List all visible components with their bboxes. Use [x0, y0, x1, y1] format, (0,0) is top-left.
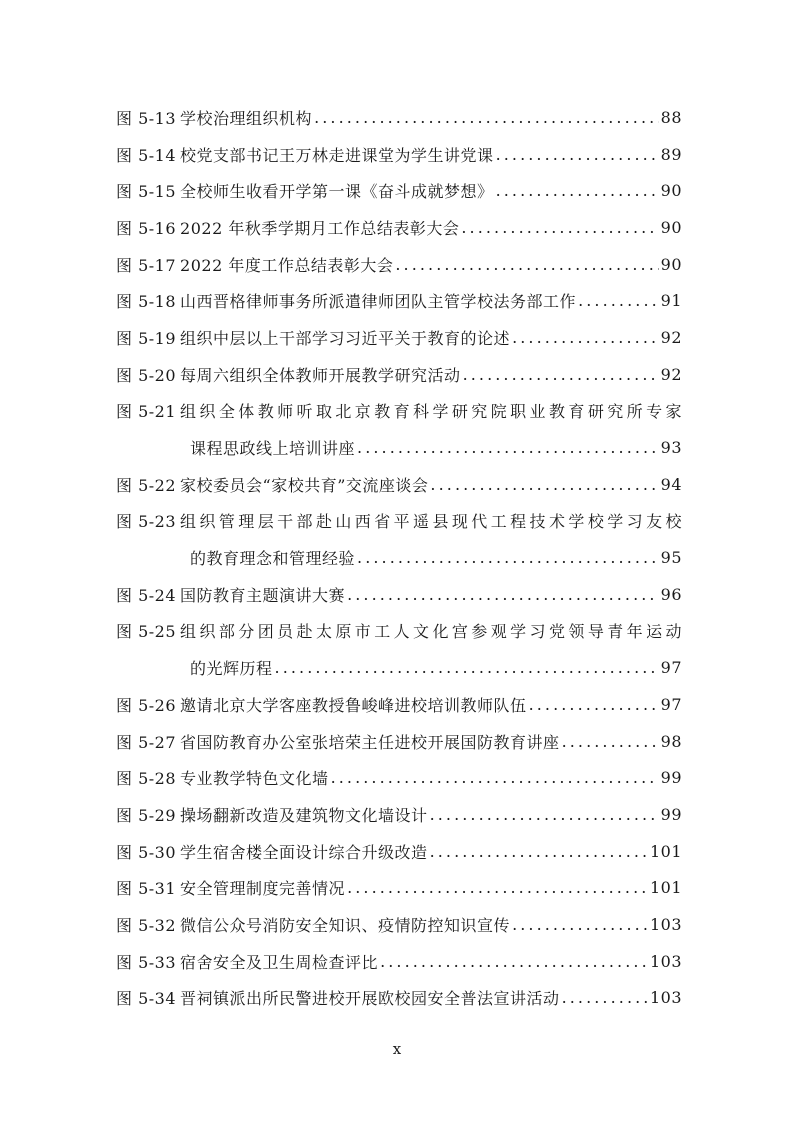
- figure-title: 学校治理组织机构: [180, 108, 313, 128]
- page-reference: 96: [660, 584, 682, 604]
- figure-title: 的教育理念和管理经验: [190, 549, 356, 569]
- toc-entry[interactable]: [116, 796, 682, 833]
- dot-leader: [512, 915, 648, 934]
- figure-title: 组织管理层干部赴山西省平遥县现代工程技术学校学习友校: [180, 512, 682, 532]
- toc-entry-line: [116, 356, 682, 393]
- toc-entry[interactable]: [116, 319, 682, 356]
- dot-leader: [331, 768, 659, 787]
- toc-entry[interactable]: [116, 980, 682, 1017]
- page-reference: 99: [660, 768, 682, 788]
- toc-entry[interactable]: [116, 393, 682, 466]
- figure-title: 晋祠镇派出所民警进校开展欧校园安全普法宣讲活动: [180, 989, 560, 1009]
- figure-number: 图 5-13: [116, 108, 177, 128]
- figure-number: 图 5-22: [116, 475, 177, 495]
- figure-title: 学生宿舍楼全面设计综合升级改造: [180, 842, 428, 862]
- dot-leader: [529, 695, 659, 714]
- toc-entry[interactable]: [116, 246, 682, 283]
- page-reference: 99: [660, 804, 682, 824]
- page-reference: 90: [660, 254, 682, 274]
- toc-entry-line: [116, 246, 682, 283]
- figure-number: 图 5-27: [116, 732, 177, 752]
- dot-leader: [562, 732, 659, 751]
- figure-title: 家校委员会“家校共育”交流座谈会: [180, 475, 429, 495]
- page-reference: 97: [660, 658, 682, 678]
- toc-entry-line: [116, 576, 682, 613]
- toc-entry[interactable]: [116, 723, 682, 760]
- dot-leader: [347, 585, 659, 604]
- figure-number: 图 5-28: [116, 769, 177, 789]
- toc-entry[interactable]: [116, 686, 682, 723]
- page-reference: 88: [660, 107, 682, 127]
- figure-title: 操场翻新改造及建筑物文化墙设计: [180, 805, 428, 825]
- dot-leader: [430, 842, 648, 861]
- toc-entry-line: [116, 429, 682, 466]
- page-reference: 90: [660, 181, 682, 201]
- figure-number: 图 5-23: [116, 512, 177, 532]
- dot-leader: [347, 878, 648, 897]
- toc-entry-line: [116, 319, 682, 356]
- dot-leader: [578, 291, 659, 310]
- page-reference: 103: [649, 988, 682, 1008]
- figure-title: 课程思政线上培训讲座: [190, 439, 356, 459]
- table-of-figures: [116, 99, 682, 1016]
- dot-leader: [496, 145, 659, 164]
- dot-leader: [512, 328, 659, 347]
- figure-number: 图 5-29: [116, 805, 177, 825]
- page-reference: 89: [660, 144, 682, 164]
- page-reference: 103: [649, 914, 682, 934]
- figure-number: 图 5-14: [116, 145, 177, 165]
- dot-leader: [395, 255, 658, 274]
- figure-number: 图 5-26: [116, 695, 177, 715]
- figure-number: 图 5-31: [116, 879, 177, 899]
- toc-entry-line: [116, 539, 682, 576]
- figure-number: 图 5-30: [116, 842, 177, 862]
- figure-title: 的光辉历程: [190, 659, 273, 679]
- toc-entry[interactable]: [116, 503, 682, 576]
- toc-entry[interactable]: [116, 906, 682, 943]
- toc-entry-line: [116, 649, 682, 686]
- toc-entry[interactable]: [116, 209, 682, 246]
- toc-entry[interactable]: [116, 282, 682, 319]
- figure-number: 图 5-15: [116, 182, 177, 202]
- toc-entry-line: [116, 723, 682, 760]
- dot-leader: [380, 952, 648, 971]
- figure-number: 图 5-32: [116, 915, 177, 935]
- toc-entry-line: [116, 943, 682, 980]
- figure-title: 2022 年度工作总结表彰大会: [180, 255, 394, 275]
- figure-number: 图 5-19: [116, 328, 177, 348]
- figure-number: 图 5-16: [116, 218, 177, 238]
- toc-entry-line: [116, 393, 682, 430]
- figure-number: 图 5-25: [116, 622, 177, 642]
- page-number-footer: x: [392, 1040, 402, 1058]
- page-reference: 97: [660, 694, 682, 714]
- page-reference: 94: [660, 474, 682, 494]
- figure-title: 每周六组织全体教师开展教学研究活动: [180, 365, 461, 385]
- dot-leader: [496, 181, 659, 200]
- toc-entry-line: [116, 99, 682, 136]
- figure-number: 图 5-18: [116, 292, 177, 312]
- toc-entry-line: [116, 906, 682, 943]
- figure-title: 省国防教育办公室张培荣主任进校开展国防教育讲座: [180, 732, 560, 752]
- dot-leader: [463, 365, 659, 384]
- toc-entry-line: [116, 466, 682, 503]
- figure-title: 校党支部书记王万林走进课堂为学生讲党课: [180, 145, 494, 165]
- toc-entry[interactable]: [116, 943, 682, 980]
- figure-title: 2022 年秋季学期月工作总结表彰大会: [180, 218, 460, 238]
- page-reference: 95: [660, 548, 682, 568]
- figure-number: 图 5-34: [116, 989, 177, 1009]
- dot-leader: [275, 658, 659, 677]
- dot-leader: [357, 438, 659, 457]
- toc-entry-line: [116, 172, 682, 209]
- figure-number: 图 5-21: [116, 402, 177, 422]
- figure-title: 宿舍安全及卫生周检查评比: [180, 952, 379, 972]
- figure-title: 组织部分团员赴太原市工人文化宫参观学习党领导青年运动: [180, 622, 682, 642]
- figure-title: 微信公众号消防安全知识、疫情防控知识宣传: [180, 915, 511, 935]
- dot-leader: [314, 108, 659, 127]
- toc-entry-line: [116, 980, 682, 1017]
- page-reference: 101: [649, 841, 682, 861]
- toc-entry-line: [116, 833, 682, 870]
- page-reference: 92: [660, 327, 682, 347]
- figure-title: 组织全体教师听取北京教育科学研究院职业教育研究所专家: [180, 402, 682, 422]
- figure-number: 图 5-20: [116, 365, 177, 385]
- toc-entry-line: [116, 503, 682, 540]
- figure-number: 图 5-24: [116, 585, 177, 605]
- toc-entry-line: [116, 759, 682, 796]
- toc-entry[interactable]: [116, 576, 682, 613]
- toc-entry[interactable]: [116, 466, 682, 503]
- toc-entry[interactable]: [116, 99, 682, 136]
- figure-title: 邀请北京大学客座教授鲁峻峰进校培训教师队伍: [180, 695, 527, 715]
- toc-entry[interactable]: [116, 759, 682, 796]
- figure-title: 山西晋格律师事务所派遣律师团队主管学校法务部工作: [180, 292, 577, 312]
- toc-entry[interactable]: [116, 356, 682, 393]
- figure-title: 全校师生收看开学第一课《奋斗成就梦想》: [180, 182, 494, 202]
- toc-entry-line: [116, 686, 682, 723]
- toc-entry-line: [116, 282, 682, 319]
- dot-leader: [430, 805, 659, 824]
- toc-entry-line: [116, 209, 682, 246]
- page-reference: 92: [660, 364, 682, 384]
- toc-entry[interactable]: [116, 613, 682, 686]
- toc-entry[interactable]: [116, 869, 682, 906]
- page-reference: 103: [649, 951, 682, 971]
- figure-number: 图 5-33: [116, 952, 177, 972]
- dot-leader: [562, 988, 648, 1007]
- figure-number: 图 5-17: [116, 255, 177, 275]
- page-reference: 93: [660, 438, 682, 458]
- toc-entry-line: [116, 613, 682, 650]
- dot-leader: [357, 548, 659, 567]
- toc-entry[interactable]: [116, 833, 682, 870]
- page-reference: 90: [660, 217, 682, 237]
- figure-title: 专业教学特色文化墙: [180, 769, 329, 789]
- page-reference: 91: [660, 291, 682, 311]
- dot-leader: [461, 218, 658, 237]
- dot-leader: [430, 475, 658, 494]
- toc-entry-line: [116, 796, 682, 833]
- toc-entry[interactable]: [116, 172, 682, 209]
- toc-entry[interactable]: [116, 136, 682, 173]
- page-reference: 98: [660, 731, 682, 751]
- figure-title: 安全管理制度完善情况: [180, 879, 346, 899]
- toc-entry-line: [116, 869, 682, 906]
- figure-title: 组织中层以上干部学习习近平关于教育的论述: [180, 328, 511, 348]
- toc-entry-line: [116, 136, 682, 173]
- page-reference: 101: [649, 878, 682, 898]
- figure-title: 国防教育主题演讲大赛: [180, 585, 346, 605]
